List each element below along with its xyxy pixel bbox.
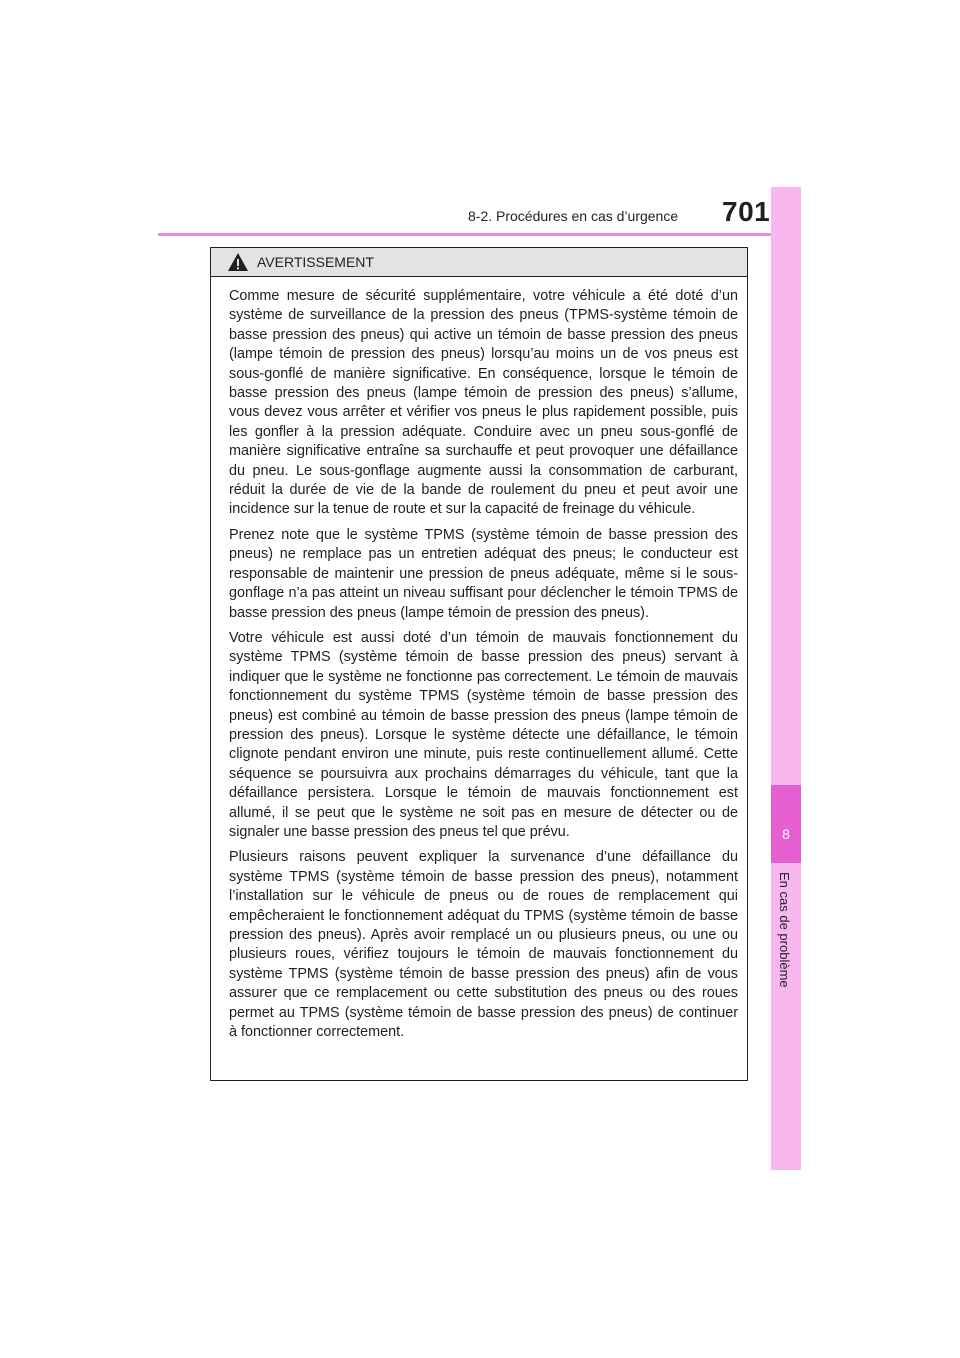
warning-paragraph: Votre véhicule est aussi doté d’un témoin de mauvais fonctionnement du système TPMS (système témoin de basse pression des pneus) servant à indiquer que le système ne fonctionne pas correctement. Le témoin de mauvais fonctionnement du système TPMS (système témoin de basse pression des pneus) est combiné au témoin de basse pression des pneus (lampe témoin de pression des pneus). Lorsque le système détecte une défaillance, le témoin clignote pendant environ une minute, puis reste continuellement allumé. Cette séquence se poursuivra aux prochains démarrages du véhicule, tant que la défaillance persistera. Lorsque le témoin de mauvais fonctionnement est allumé, il se peut que le système ne soit pas en mesure de détecter ou de signaler une basse pression des pneus tel que prévu. xyxy=(229,629,738,840)
warning-body xyxy=(211,277,747,1042)
warning-paragraph: Prenez note que le système TPMS (système témoin de basse pression des pneus) ne remplace pas un entretien adéquat des pneus; le conducteur est responsable de maintenir une pression de pneus adéquate, même si le sous-gonflage n’a pas atteint un niveau suffisant pour déclencher le témoin TPMS de basse pression des pneus (lampe témoin de pression des pneus). xyxy=(229,526,738,621)
header-rule xyxy=(158,233,800,236)
chapter-label-container xyxy=(778,872,794,1002)
warning-title: AVERTISSEMENT xyxy=(257,254,374,270)
warning-header xyxy=(211,248,747,277)
warning-paragraph: Plusieurs raisons peuvent expliquer la survenance d’une défaillance du système TPMS (système témoin de basse pression des pneus), notamment l’installation sur le véhicule de pneus ou de roues de remplacement qui empêcheraient le fonctionnement adéquat du TPMS (système témoin de basse pression des pneus). Après avoir remplacé un ou plusieurs pneus, ou une ou plusieurs roues, vérifiez toujours le témoin de mauvais fonctionnement du système TPMS (système témoin de basse pression des pneus) afin de vous assurer que ce remplacement ou cette substitution des pneus ou des roues permet au TPMS (système témoin de basse pression des pneus) de continuer à fonctionner correctement. xyxy=(229,849,738,1041)
chapter-label: En cas de problème xyxy=(777,872,792,988)
chapter-tab-marker xyxy=(771,785,801,863)
warning-triangle-icon xyxy=(227,252,249,272)
page-number: 701 xyxy=(722,196,771,227)
section-title: 8-2. Procédures en cas d’urgence xyxy=(468,208,679,224)
chapter-side-tab xyxy=(771,187,801,1170)
chapter-number: 8 xyxy=(782,826,790,842)
warning-box xyxy=(210,247,748,1081)
warning-paragraph: Comme mesure de sécurité supplémentaire, votre véhicule a été doté d’un système de surveillance de la pression des pneus (TPMS-système témoin de basse pression des pneus) qui active un témoin de basse pression des pneus (lampe témoin de pression des pneus) lorsqu’au moins un de vos pneus est sous-gonflé de manière significative. En conséquence, lorsque le témoin de basse pression des pneus (lampe témoin de pression des pneus) s’allume, vous devez vous arrêter et vérifier vos pneus le plus rapidement possible, puis les gonfler à la pression adéquate. Conduire avec un pneu sous-gonflé de manière significative entraîne sa surchauffe et peut provoquer une défaillance du pneu. Le sous-gonflage augmente aussi la consommation de carburant, réduit la durée de vie de la bande de roulement du pneu et peut avoir une incidence sur la tenue de route et sur la capacité de freinage du véhicule. xyxy=(229,288,738,518)
